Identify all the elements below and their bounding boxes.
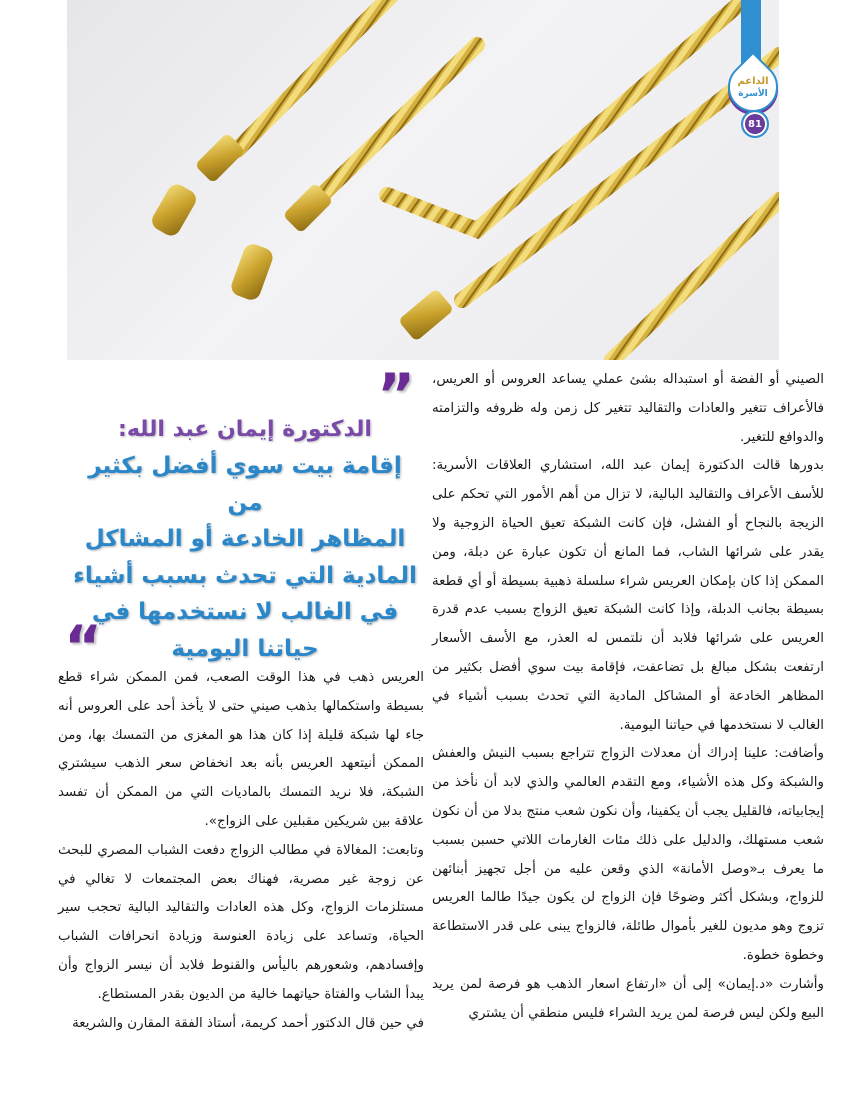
paragraph: الصيني أو الفضة أو استبداله بشئ عملي يساعد العروس أو العريس، فالأعراف تتغير والعادات والتقاليد تتغير كل زمن وله ظروفه والتزامته والدوافع للتغير. <box>432 372 824 445</box>
pull-quote <box>70 412 420 667</box>
chain-2 <box>229 0 767 303</box>
magazine-logo: الداعم <box>737 76 769 87</box>
pull-quote-line: المادية التي تحدث بسبب أشياء <box>73 562 417 589</box>
paragraph: وأشارت «د.إيمان» إلى أن «ارتفاع اسعار الذهب هو فرصة لمن يريد البيع ولكن ليس فرصة لمن يريد الشراء فليس منطقي أن يشتري <box>432 976 824 1021</box>
gold-chains-illustration <box>67 0 779 360</box>
chain-5 <box>127 0 297 150</box>
article-column-right <box>432 366 824 1028</box>
article-column-left <box>58 664 424 1038</box>
closing-quote-mark-icon: ” <box>377 361 416 429</box>
paragraph: بدورها قالت الدكتورة إيمان عبد الله، استشاري العلاقات الأسرية: للأسف الأعراف والتقاليد البالية، لا تزال من أهم الأمور التي تحكم على الزيجة بالنجاح أو الفشل، فإن كانت الشبكة تعيق الحياة الزوجية ولا يقدر على شرائها الشاب، فما المانع أن تكون عبارة عن دبلة، ومن الممكن إذا كان بإمكان العريس شراء سلسلة ذهبية بسيطة أو أي قطعة بسيطة بجانب الدبلة، وإذا كانت الشبكة تعيق الزواج بسبب عدم قدرة العريس على شرائها فلابد أن نلتمس له العذر، مع الأسف الأسعار ارتفعت بشكل مبالغ بل تضاعفت، فإقامة بيت سوي أفضل بكثير من المظاهر الخادعة أو المشاكل المادية التي تحدث بسبب أشياء في الغالب لا نستخدمها في حياتنا اليومية. <box>432 458 824 733</box>
opening-quote-mark-icon: “ <box>64 613 103 681</box>
page-number: 81 <box>741 110 769 138</box>
pull-quote-line: المظاهر الخادعة أو المشاكل <box>84 526 406 552</box>
header-photo-gold-chains <box>67 0 779 360</box>
section-name: الأسرة <box>738 89 768 99</box>
chain-4 <box>612 200 779 360</box>
paragraph: العريس ذهب في هذا الوقت الصعب، فمن الممكن شراء قطع بسيطة واستكمالها بذهب صيني حتى لا يأخذ أحد على العروس أنه جاء لها شبكة قليلة إذا كان هذا هو المغزى من التمسك بها، ومن الممكن أنيتعهد العريس بأنه بعد انخفاض سعر الذهب سيشتري الشبكة، فلا نريد التمسك بالماديات التي من الممكن أن تفسد علاقة بين شريكين مقبلين على الزواج». <box>58 670 424 829</box>
pull-quote-line: في الغالب لا نستخدمها في <box>91 599 399 625</box>
pull-quote-speaker: الدكتورة إيمان عبد الله: <box>118 417 372 442</box>
pull-quote-line: إقامة بيت سوي أفضل بكثير من <box>88 453 402 516</box>
section-badge <box>728 66 778 110</box>
chain-1 <box>149 0 397 239</box>
paragraph: وتابعت: المغالاة في مطالب الزواج دفعت الشباب المصري للبحث عن زوجة غير مصرية، فهناك بعض المجتمعات لا تغالي في مستلزمات الزواج، وكل هذه العادات والتقاليد البالية تحجب سير الحياة، وتساعد على زيادة العنوسة وزيادة انحرافات الشباب وإفسادهم، وشعورهم باليأس والقنوط فلابد أن نيسر الزواج وأن يبدأ الشاب والفتاة حياتهما خالية من الديون بقدر المستطاع. <box>58 842 424 1002</box>
paragraph: وأضافت: علينا إدراك أن معدلات الزواج تتراجع بسبب النيش والعفش والشبكة وكل هذه الأشياء، ومع التقدم العالمي والذي لابد أن نأخذ من إيجابياته، فالقليل يجب أن يكفينا، وأن نكون شعب منتج بدلا من أن نكون شعب مستهلك، والدليل على ذلك مئات الغارمات اللاتي حسبن بسبب ما يعرف بـ«وصل الأمانة» الذي وقعن عليه من أجل تجهيز أبنائهن للزواج، وبشكل أكثر وضوحًا فإن الزواج لن يكون جيدًا طالما العريس تزوج وهو مديون للغير بأموال طائلة، فالزواج يبنى على قدر الاستطاعة وخطوة خطوة. <box>432 746 824 963</box>
pull-quote-line: حياتنا اليومية <box>171 635 319 662</box>
chain-3 <box>398 55 779 342</box>
paragraph: في حين قال الدكتور أحمد كريمة، أستاذ الفقة المقارن والشريعة <box>72 1015 424 1031</box>
